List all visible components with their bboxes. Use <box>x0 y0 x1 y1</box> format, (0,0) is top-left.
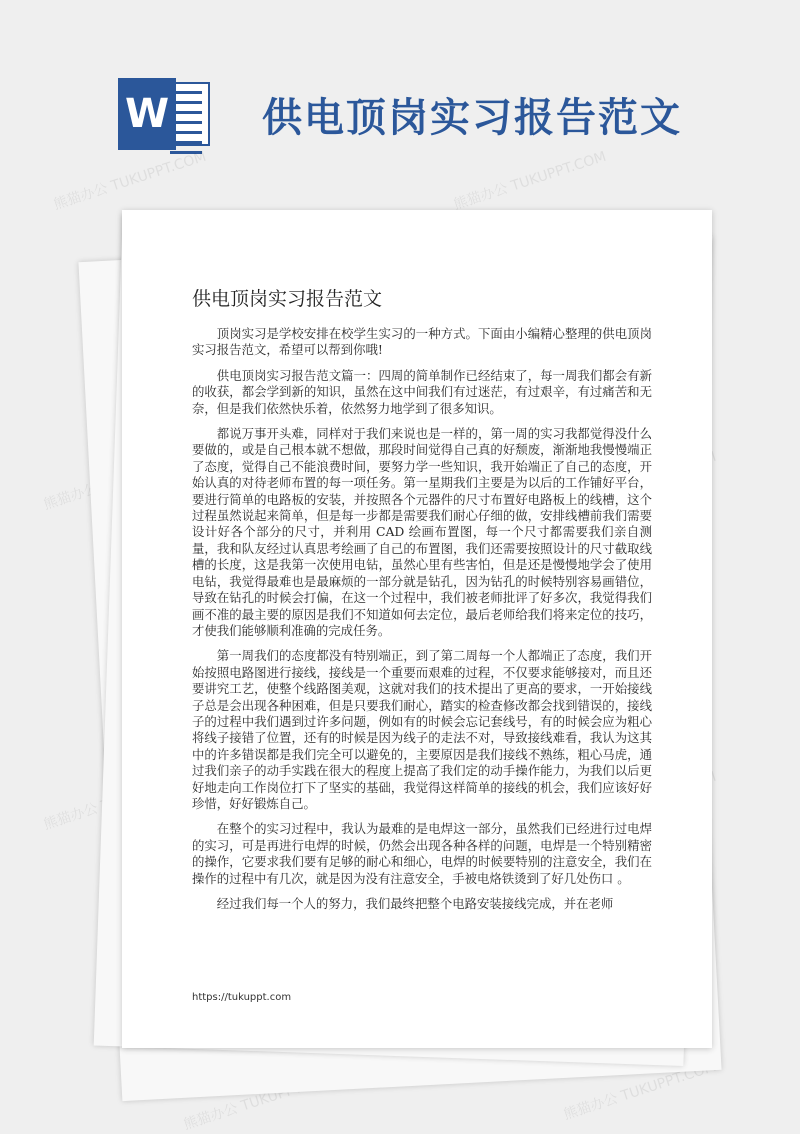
watermark: 熊猫办公 TUKUPPT.COM <box>451 148 609 214</box>
paragraph: 顶岗实习是学校安排在校学生实习的一种方式。下面由小编精心整理的供电顶岗实习报告范文，希望可以帮到你哦! <box>192 326 652 358</box>
word-letter-icon: W <box>118 78 176 150</box>
document-page <box>122 210 712 1048</box>
footer-url[interactable]: https://tukuppt.com <box>192 992 292 1003</box>
paragraph: 都说万事开头难，同样对于我们来说也是一样的，第一周的实习我都觉得没什么要做的，或是自己根本就不想做，那段时间觉得自己真的好颓废，渐渐地我慢慢端正了态度，觉得自己不能浪费时间，要努力学一些知识，我开始端正了自己的态度，开始认真的对待老师布置的每一项任务。第一星期我们主要是为以后的工作铺好平台，要进行简单的电路板的安装，并按照各个元器件的尺寸布置好电路板上的线槽，这个过程虽然说起来简单，但是每一步都是需要我们耐心仔细的做，安排线槽前我们需要设计好各个部分的尺寸，并利用 CAD 绘画布置图，每一个尺寸都需要我们亲自测量，我和队友经过认真思考绘画了自己的布置图，我们还需要按照设计的尺寸截取线槽的长度，这是我第一次使用电钻，虽然心里有些害怕，但是还是慢慢地学会了使用电钻，我觉得最难也是最麻烦的一部分就是钻孔，因为钻孔的时候特别容易画错位，导致在钻孔的时候会打偏，在这一个过程中，我们被老师批评了好多次，我觉得我们画不准的最主要的原因是我们不知道如何去定位，最后老师给我们将来定位的技巧，才使我们能够顺利准确的完成任务。 <box>192 426 652 638</box>
paragraph: 供电顶岗实习报告范文篇一：四周的简单制作已经结束了，每一周我们都会有新的收获，都会学到新的知识，虽然在这中间我们有过迷茫，有过艰辛，有过痛苦和无奈，但是我们依然快乐着，依然努力地学到了很多知识。 <box>192 367 652 416</box>
watermark: 熊猫办公 TUKUPPT.COM <box>181 1068 339 1134</box>
watermark: 熊猫办公 TUKUPPT.COM <box>561 1058 719 1124</box>
word-logo <box>118 78 210 150</box>
banner-title: 供电顶岗实习报告范文 <box>262 95 682 141</box>
paragraph: 在整个的实习过程中，我认为最难的是电焊这一部分，虽然我们已经进行过电焊的实习，可是再进行电焊的时候，仍然会出现各种各样的问题，电焊是一个特别精密的操作，它要求我们要有足够的耐心和细心，电焊的时候要特别的注意安全，我们在操作的过程中有几次，就是因为没有注意安全，手被电烙铁烫到了好几处伤口 。 <box>192 821 652 886</box>
watermark: 熊猫办公 <box>41 800 100 834</box>
paragraph: 经过我们每一个人的努力，我们最终把整个电路安装接线完成，并在老师 <box>216 896 614 911</box>
watermark: 熊猫办公 TUKUPPT.COM <box>51 148 209 214</box>
document-body <box>192 326 652 921</box>
watermark: 熊猫办公 <box>41 480 100 514</box>
document-title: 供电顶岗实习报告范文 <box>192 288 383 310</box>
paragraph: 第一周我们的态度都没有特别端正，到了第二周每一个人都端正了态度，我们开始按照电路图进行接线，接线是一个重要而艰难的过程，不仅要求能够接对，而且还要讲究工艺，使整个线路图美观，这就对我们的技术提出了更高的要求，一开始接线子总是会出现各种困难，但是只要我们耐心，踏实的检查修改都会找到错误的，接线子的过程中我们遇到过许多问题，例如有的时候会忘记套线号，有的时候会应为粗心将线子接错了位置，还有的时候是因为线子的走法不对，导致接线难看，我认为这其中的许多错误都是我们完全可以避免的，主要原因是我们接线不熟练，粗心马虎，通过我们亲子的动手实践在很大的程度上提高了我们定的动手操作能力，为我们以后更好地走向工作岗位打下了坚实的基础，我觉得这样简单的接线的机会，我们应该好好珍惜，好好锻炼自己。 <box>192 648 652 811</box>
